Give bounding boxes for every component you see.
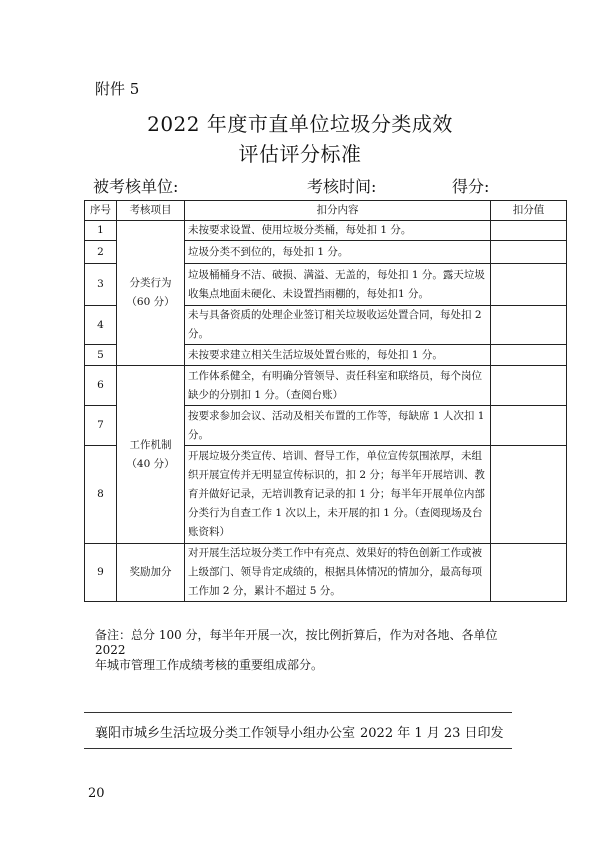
deduction-content: 未按要求建立相关生活垃圾处置台账的，每处扣 1 分。 bbox=[185, 345, 491, 366]
header-deduction-content: 扣分内容 bbox=[185, 201, 491, 221]
deduction-value bbox=[491, 345, 567, 366]
item-category-points: （40 分） bbox=[126, 457, 175, 470]
deduction-value bbox=[491, 264, 567, 306]
issuing-office: 襄阳市城乡生活垃圾分类工作领导小组办公室 bbox=[95, 726, 356, 741]
row-number: 6 bbox=[85, 366, 117, 406]
deduction-value bbox=[491, 306, 567, 345]
top-divider bbox=[84, 712, 512, 713]
deduction-content: 开展垃圾分类宣传、培训、督导工作，单位宣传氛围浓厚，未组织开展宣传并无明显宣传标识的，扣 2 分；每半年开展培训、教育并做好记录，无培训教育记录的扣 1 分；每半年开展单位内部分类行为自查工作 1 次以上，未开展的扣 1 分。（查阅现场及台账资料） bbox=[185, 446, 491, 544]
row-number: 7 bbox=[85, 406, 117, 446]
deduction-value bbox=[491, 406, 567, 446]
issue-date: 2022 年 1 月 23 日印发 bbox=[360, 726, 504, 741]
table-row bbox=[85, 544, 567, 602]
deduction-content: 对开展生活垃圾分类工作中有亮点、效果好的特色创新工作或被上级部门、领导肯定成绩的，根据具体情况的情加分，最高每项工作加 2 分，累计不超过 5 分。 bbox=[185, 544, 491, 602]
item-category bbox=[117, 221, 185, 366]
deduction-value bbox=[491, 544, 567, 602]
deduction-value bbox=[491, 446, 567, 544]
deduction-content: 按要求参加会议、活动及相关布置的工作等，每缺席 1 人次扣 1 分。 bbox=[185, 406, 491, 446]
table-row bbox=[85, 221, 567, 241]
deduction-content: 工作体系健全，有明确分管领导、责任科室和联络员，每个岗位缺少的分别扣 1 分。（查阅台账） bbox=[185, 366, 491, 406]
deduction-value bbox=[491, 366, 567, 406]
row-number: 8 bbox=[85, 446, 117, 544]
item-category-name: 分类行为 bbox=[129, 277, 172, 289]
bottom-divider bbox=[84, 748, 512, 749]
row-number: 1 bbox=[85, 221, 117, 241]
deduction-content: 未按要求设置、使用垃圾分类桶，每处扣 1 分。 bbox=[185, 221, 491, 241]
row-number: 4 bbox=[85, 306, 117, 345]
row-number: 3 bbox=[85, 264, 117, 306]
document-title: 2022 年度市直单位垃圾分类成效 bbox=[147, 112, 453, 136]
header-item: 考核项目 bbox=[117, 201, 185, 221]
score-label: 得分: bbox=[452, 177, 490, 196]
deduction-value bbox=[491, 241, 567, 264]
item-category bbox=[117, 544, 185, 602]
attachment-label: 附件 5 bbox=[95, 80, 140, 98]
table-header-row bbox=[85, 201, 567, 221]
row-number: 5 bbox=[85, 345, 117, 366]
deduction-content: 未与具备资质的处理企业签订相关垃圾收运处置合同，每处扣 2 分。 bbox=[185, 306, 491, 345]
assessment-time-label: 考核时间: bbox=[307, 177, 377, 196]
deduction-content: 垃圾分类不到位的，每处扣 1 分。 bbox=[185, 241, 491, 264]
deduction-content: 垃圾桶桶身不洁、破损、满溢、无盖的，每处扣 1 分。露天垃圾收集点地面未硬化、未设置挡雨棚的，每处扣1 分。 bbox=[185, 264, 491, 306]
item-category-name: 奖励加分 bbox=[129, 566, 172, 578]
note-line-1: 备注：总分 100 分，每半年开展一次，按比例折算后，作为对各地、各单位 2022 bbox=[95, 628, 498, 657]
document-subtitle: 评估评分标准 bbox=[238, 142, 362, 166]
item-category-name: 工作机制 bbox=[129, 438, 172, 451]
header-deduction-value: 扣分值 bbox=[491, 201, 567, 221]
table-row bbox=[85, 366, 567, 406]
row-number: 2 bbox=[85, 241, 117, 264]
deduction-value bbox=[491, 221, 567, 241]
item-category bbox=[117, 366, 185, 544]
item-category-points: （60 分） bbox=[126, 296, 175, 308]
page-number: 20 bbox=[88, 786, 105, 801]
scoring-table bbox=[84, 200, 567, 602]
assessed-unit-label: 被考核单位: bbox=[93, 177, 179, 196]
row-number: 9 bbox=[85, 544, 117, 602]
header-number: 序号 bbox=[85, 201, 117, 221]
note-line-2: 年城市管理工作成绩考核的重要组成部分。 bbox=[95, 658, 324, 672]
